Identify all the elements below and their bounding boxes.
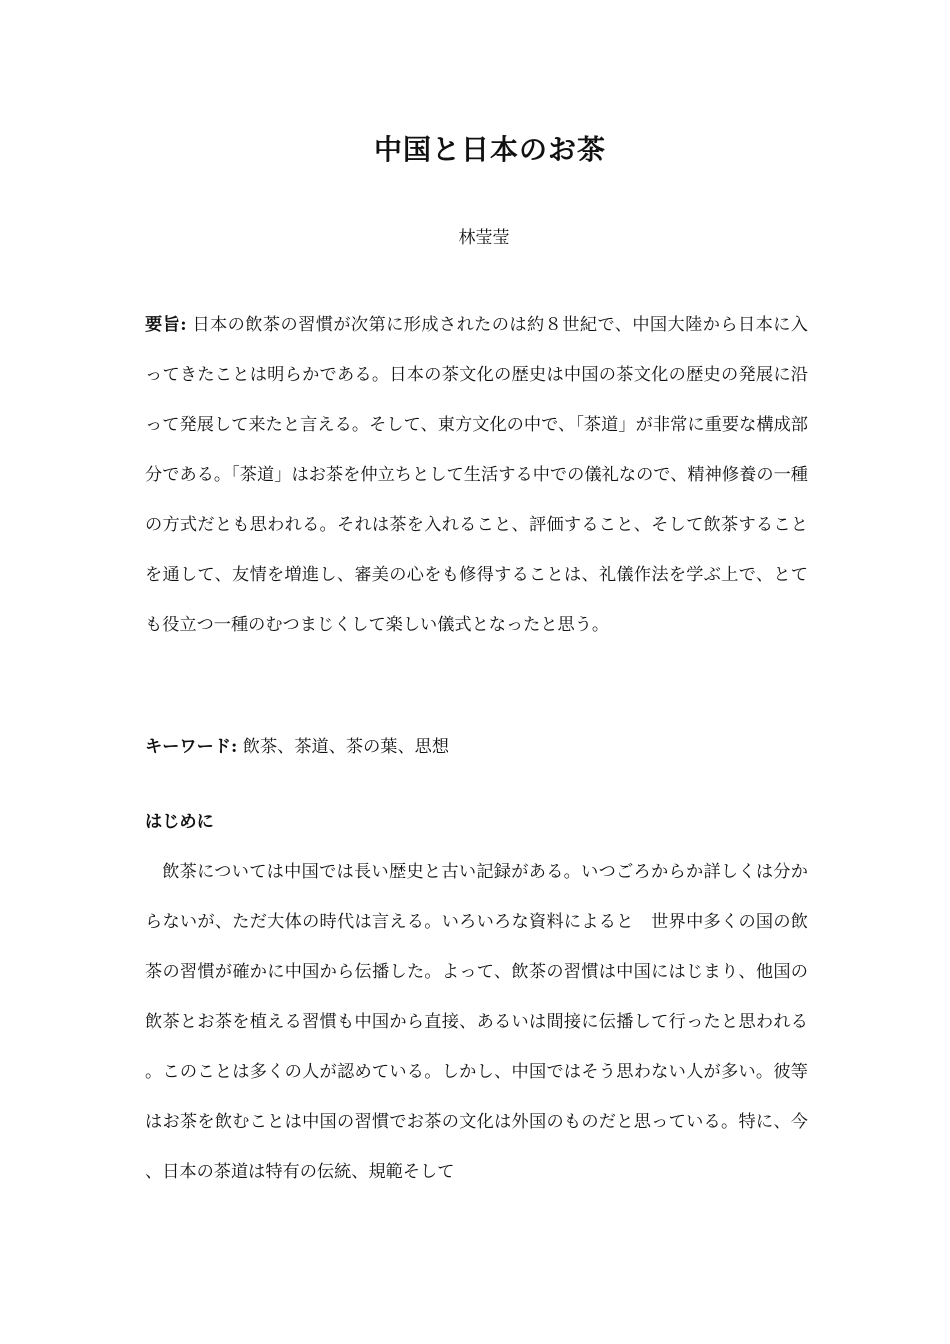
keywords-section xyxy=(145,722,808,772)
paper-author: 林莹莹 xyxy=(458,228,510,248)
abstract-text: 日本の飲茶の習慣が次第に形成されたのは約８世紀で、中国大陸から日本に入ってきたことは明らかである。日本の茶文化の歴史は中国の茶文化の歴史の発展に沿って発展して来たと言える。そして、東方文化の中で、「茶道」が非常に重要な構成部分である。「茶道」はお茶を仲立ちとして生活する中での儀礼なので、精神修養の一種の方式だとも思われる。それは茶を入れること、評価すること、そして飲茶することを通して、友情を増進し、審美の心をも修得することは、礼儀作法を学ぶ上で、とても役立つ一種のむつまじくして楽しい儀式となったと思う。 xyxy=(145,315,808,635)
keywords-label: キーワード: xyxy=(145,737,238,757)
abstract-section xyxy=(145,300,808,650)
keywords-text: 飲茶、茶道、茶の葉、思想 xyxy=(242,737,450,757)
introduction-paragraph: 飲茶については中国では長い歴史と古い記録がある。いつごろからか詳しくは分からないが、ただ大体の時代は言える。いろいろな資料によると 世界中多くの国の飲茶の習慣が確かに中国から伝播した。よって、飲茶の習慣は中国にはじまり、他国の飲茶とお茶を植える習慣も中国から直接、あるいは間接に伝播して行ったと思われる。このことは多くの人が認めている。しかし、中国ではそう思わない人が多い。彼等はお茶を飲むことは中国の習慣でお茶の文化は外国のものだと思っている。特に、今、日本の茶道は特有の伝統、規範そして xyxy=(145,862,808,1182)
paper-title: 中国と日本のお茶 xyxy=(373,133,606,166)
section-heading-introduction: はじめに xyxy=(145,812,214,832)
abstract-label: 要旨: xyxy=(145,315,187,335)
